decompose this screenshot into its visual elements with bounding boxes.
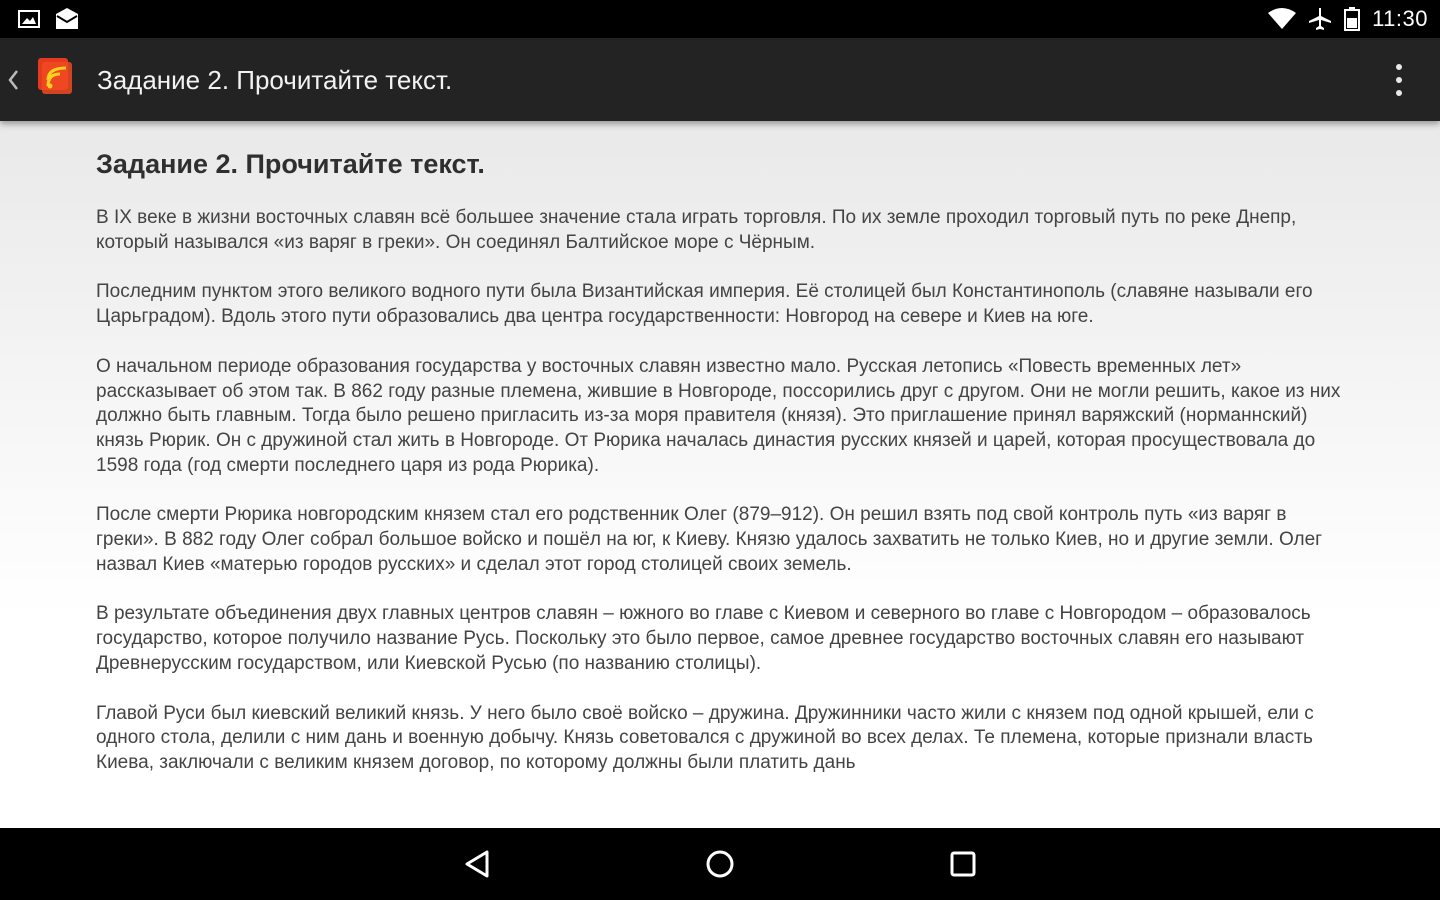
article-paragraph: В IX веке в жизни восточных славян всё большее значение стала играть торговля. По их земле проходил торговый путь по реке Днепр, который назывался «из варяг в греки». Он соединял Балтийское море с Чёрным.: [96, 207, 1297, 253]
app-bar: [0, 38, 1440, 121]
nav-bar: [0, 828, 1440, 900]
article-paragraph: Главой Руси был киевский великий князь. У него было своё войско – дружина. Дружинники часто жили с князем под одной крышей, ели с одного стола, делили с ним дань и военную добычу. Князь советовался с дружиной во всех делах. Те племена, которые признали власть Киева, заключали с великим князем договор, по которому должны были платить дань: [96, 702, 1314, 773]
status-time: 11:30: [1372, 6, 1428, 31]
article-heading: Задание 2. Прочитайте текст.: [96, 149, 485, 179]
image-icon: [18, 9, 40, 29]
app-logo-icon[interactable]: [36, 56, 76, 96]
overflow-dot: [1396, 77, 1402, 83]
home-circle-icon[interactable]: [702, 846, 738, 882]
article-body: [96, 149, 1346, 801]
recents-square-icon[interactable]: [945, 846, 981, 882]
article-paragraph: После смерти Рюрика новгородским князем стал его родственник Олег (879–912). Он решил взять под свой контроль путь «из варяг в греки». В 882 году Олег собрал большое войско и пошёл на юг, к Киеву. Князю удалось захватить не только Киев, но и другие земли. Олег назвал Киев «матерью городов русских» и сделал этот город столицей своих земель.: [96, 504, 1323, 575]
battery-icon: [1344, 7, 1360, 31]
article-paragraph: О начальном периоде образования государства у восточных славян известно мало. Русская летопись «Повесть временных лет» рассказывает об этом так. В 862 году разные племена, жившие в Новгороде, поссорились друг с другом. Они не могли решить, какое из них должно быть главным. Тогда было решено пригласить из-за моря правителя (князя). Это приглашение принял варяжский (норманнский) князь Рюрик. Он с дружиной стал жить в Новгороде. От Рюрика началась династия русских князей и царей, которая просуществовала до 1598 года (год смерти последнего царя из рода Рюрика).: [96, 355, 1341, 476]
airplane-icon: [1308, 7, 1332, 31]
back-triangle-icon[interactable]: [460, 846, 496, 882]
app-title: Задание 2. Прочитайте текст.: [97, 65, 453, 95]
mail-icon: [54, 8, 80, 30]
wifi-icon: [1268, 8, 1296, 30]
article-paragraph: Последним пунктом этого великого водного пути была Византийская империя. Её столицей был Константинополь (славяне называли его Царьградом). Вдоль этого пути образовались два центра государственности: Новгород на севере и Киев на юге.: [96, 281, 1313, 328]
status-notifications: [18, 8, 80, 30]
article-paragraph: В результате объединения двух главных центров славян – южного во главе с Киевом и северного во главе с Новгородом – образовалось государство, которое получило название Русь. Поскольку это было первое, самое древнее государство восточных славян его называют Древнерусским государством, или Киевской Русью (по названию столицы).: [96, 603, 1311, 674]
overflow-dot: [1396, 64, 1402, 70]
article-content[interactable]: [0, 121, 1440, 828]
overflow-dot: [1396, 90, 1402, 96]
status-bar: [0, 0, 1440, 38]
back-chevron-icon[interactable]: [4, 65, 22, 95]
overflow-menu-icon[interactable]: [1390, 60, 1408, 100]
status-system: [1268, 6, 1428, 32]
